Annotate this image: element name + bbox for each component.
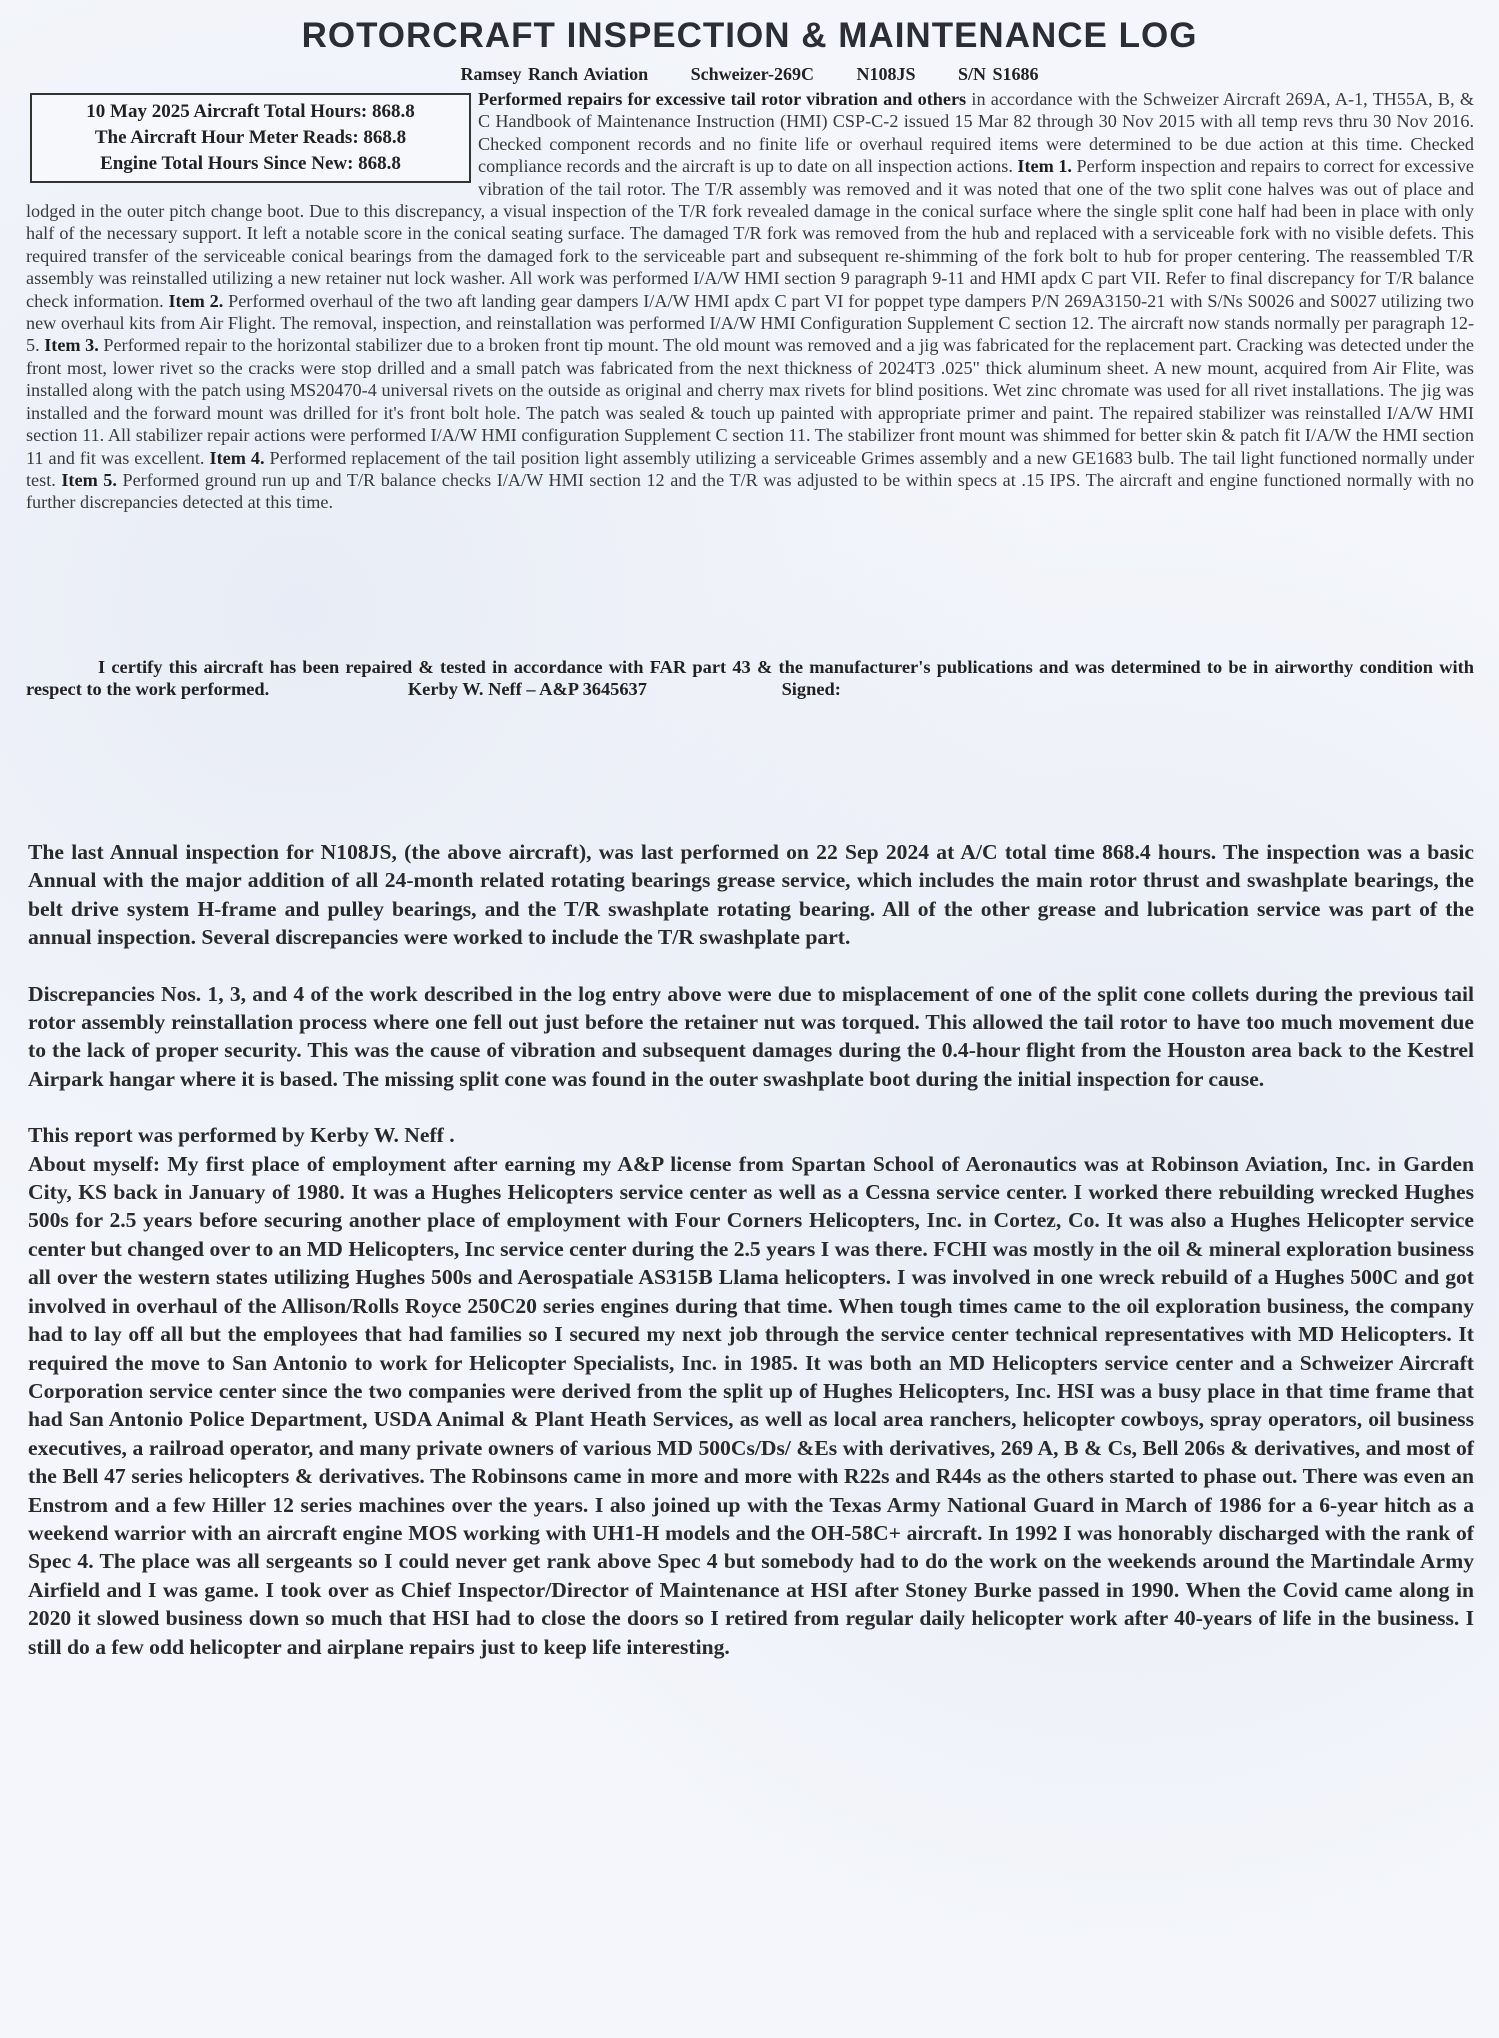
document-title: ROTORCRAFT INSPECTION & MAINTENANCE LOG — [301, 16, 1198, 55]
mechanic-name: Kerby W. Neff – A&P 3645637 — [407, 679, 647, 700]
item-4-text: Performed replacement of the tail position light assembly utilizing a serviceable Grimes assembly and a new GE1683 bulb. The tail light functioned normally under test. — [26, 447, 1475, 490]
item-2-text: Performed overhaul of the two aft landing gear dampers I/A/W HMI apdx C part VI for poppet type dampers P/N 269A3150-21 with S/Ns S0026 and S0027 utilizing two new overhaul kits from Air Flight. The removal, inspection, and reinstallation was performed I/A/W HMI Configuration Supplement C section 12. The aircraft now stands normally per paragraph 12-5. — [26, 290, 1474, 356]
log-intro-heading: Performed repairs for excessive tail rotor vibration and others — [478, 89, 967, 109]
item-4-label: Item 4. — [209, 447, 265, 468]
hours-line-engine: Engine Total Hours Since New: 868.8 — [100, 153, 401, 174]
signed-label: Signed: — [781, 679, 841, 700]
aircraft-model: Schweizer-269C — [690, 64, 814, 84]
item-3-label: Item 3. — [44, 335, 99, 356]
narrative-paragraph-discrepancies: Discrepancies Nos. 1, 3, and 4 of the work described in the log entry above were due to misplacement of one of the split cone collets during the previous tail rotor assembly reinstallation process where one fell out just before the retainer nut was torqued. This allowed the tail rotor to have too much movement due to the lack of proper security. This was the cause of vibration and subsequent damages during the 0.4-hour flight from the Houston area back to the Kestrel Airpark hangar where it is based. The missing split cone was found in the outer swashplate boot during the initial inspection for cause. — [28, 981, 1474, 1091]
certification-text: I certify this aircraft has been repaired & tested in accordance with FAR part 43 & the manufacturer's publications and was determined to be in airworthy condition with respect to the work performed. — [26, 657, 1474, 700]
narrative-paragraph-author: This report was performed by Kerby W. Neff . — [28, 1123, 455, 1148]
certification-statement — [26, 656, 1474, 701]
item-5-label: Item 5. — [61, 469, 117, 490]
hours-line-meter: The Aircraft Hour Meter Reads: 868.8 — [94, 127, 407, 148]
item-2-label: Item 2. — [168, 290, 224, 311]
aircraft-registration: N108JS — [856, 64, 916, 84]
hours-box — [30, 93, 471, 183]
item-1-text: Perform inspection and repairs to correct for excessive vibration of the tail rotor. The T/R assembly was removed and it was noted that one of the two split cone halves was out of place and lodged in the outer pitch change boot. Due to this discrepancy, a visual inspection of the T/R fork revealed damage in the conical surface where the single split cone half had been in place with only half of the necessary support. It left a notable score in the conical seating surface. The damaged T/R fork was removed from the hub and replaced with a serviceable fork with no visible defets. This required transfer of the serviceable conical bearings from the damaged fork to the serviceable part and subsequent re-shimming of the fork bolt to hub for proper centering. The reassembled T/R assembly was reinstalled utilizing a new retainer nut lock washer. All work was performed I/A/W HMI section 9 paragraph 9-11 and HMI apdx C part VII. Refer to final discrepancy for T/R balance check information. — [26, 156, 1475, 311]
item-1-label: Item 1. — [1017, 156, 1072, 177]
item-3-text: Performed repair to the horizontal stabilizer due to a broken front tip mount. The old mount was removed and a jig was fabricated for the replacement part. Cracking was detected under the front most, lower rivet so the cracks were stop drilled and a small patch was fabricated from the next thickness of 2024T3 .025" thick aluminum sheet. A new mount, acquired from Air Flite, was installed along with the patch using MS20470-4 universal rivets on the outside as original and cherry max rivets for blind positions. Wet zinc chromate was used for all rivet installations. The jig was installed and the forward mount was drilled for it's front bolt hole. The patch was sealed & touch up painted with appropriate primer and paint. The repaired stabilizer was reinstalled I/A/W HMI section 11. All stabilizer repair actions were performed I/A/W HMI configuration Supplement C section 11. The stabilizer front mount was shimmed for better skin & patch fit I/A/W the HMI section 11 and fit was excellent. — [26, 335, 1474, 468]
operator-name: Ramsey Ranch Aviation — [460, 64, 649, 84]
narrative-paragraph-about: About myself: My first place of employment after earning my A&P license from Spartan School of Aeronautics was at Robinson Aviation, Inc. in Garden City, KS back in January of 1980. It was a Hughes Helicopters service center as well as a Cessna service center. I worked there rebuilding wrecked Hughes 500s for 2.5 years before securing another place of employment with Four Corners Helicopters, Inc. in Cortez, Co. It was also a Hughes Helicopter service center but changed over to an MD Helicopters, Inc service center during the 2.5 years I was there. FCHI was mostly in the oil & mineral exploration business all over the western states utilizing Hughes 500s and Aerospatiale AS315B Llama helicopters. I was involved in one wreck rebuild of a Hughes 500C and got involved in overhaul of the Allison/Rolls Royce 250C20 series engines during that time. When tough times came to the oil exploration business, the company had to lay off all but the employees that had families so I secured my next job through the service center technical representatives with MD Helicopters. It required the move to San Antonio to work for Helicopter Specialists, Inc. in 1985. It was both an MD Helicopters service center and a Schweizer Aircraft Corporation service center since the two companies were derived from the split up of Hughes Helicopters, Inc. HSI was a busy place in that time frame that had San Antonio Police Department, USDA Animal & Plant Heath Services, as well as local area ranchers, helicopter cowboys, spray operators, oil business executives, a railroad operator, and many private owners of various MD 500Cs/Ds/ &Es with derivatives, 269 A, B & Cs, Bell 206s & derivatives, and most of the Bell 47 series helicopters & derivatives. The Robinsons came in more and more with R22s and R44s as the others started to phase out. There was even an Enstrom and a few Hiller 12 series machines over the years. I also joined up with the Texas Army National Guard in March of 1986 for a 6-year hitch as a weekend warrior with an aircraft engine MOS working with UH1-H models and the OH-58C+ aircraft. In 1992 I was honorably discharged with the rank of Spec 4. The place was all sergeants so I could never get rank above Spec 4 but somebody had to do the work on the weekends around the Martindale Army Airfield and I was game. I took over as Chief Inspector/Director of Maintenance at HSI after Stoney Burke passed in 1990. When the Covid came along in 2020 it slowed business down so much that HSI had to close the doors so I retired from regular daily helicopter work after 40-years of life in the business. I still do a few odd helicopter and airplane repairs just to keep life interesting. — [28, 1151, 1474, 1659]
hours-line-total: 10 May 2025 Aircraft Total Hours: 868.8 — [86, 101, 415, 122]
aircraft-identification — [0, 64, 1499, 85]
narrative — [28, 838, 1474, 1661]
item-5-text: Performed ground run up and T/R balance checks I/A/W HMI section 12 and the T/R was adjusted to be within specs at .15 IPS. The aircraft and engine functioned normally with no further discrepancies detected at this time. — [26, 469, 1474, 513]
log-intro-text: in accordance with the Schweizer Aircraft 269A, A-1, TH55A, B, & C Handbook of Maintenance Instruction (HMI) CSP-C-2 issued 15 Mar 82 through 30 Nov 2015 with all temp revs thru 30 Nov 2016. Checked component records and no finite life or overhaul required items were determined to be due action at this time. Checked compliance records and the aircraft is up to date on all inspection actions. — [478, 89, 1475, 177]
narrative-paragraph-annual: The last Annual inspection for N108JS, (the above aircraft), was last performed on 22 Sep 2024 at A/C total time 868.4 hours. The inspection was a basic Annual with the major addition of all 24-month related rotating bearings grease service, which includes the main rotor thrust and swashplate bearings, the belt drive system H-frame and pulley bearings, and the T/R swashplate rotating bearing. All of the other grease and lubrication service was part of the annual inspection. Several discrepancies were worked to include the T/R swashplate part. — [28, 840, 1474, 950]
serial-number: S/N S1686 — [957, 64, 1039, 84]
